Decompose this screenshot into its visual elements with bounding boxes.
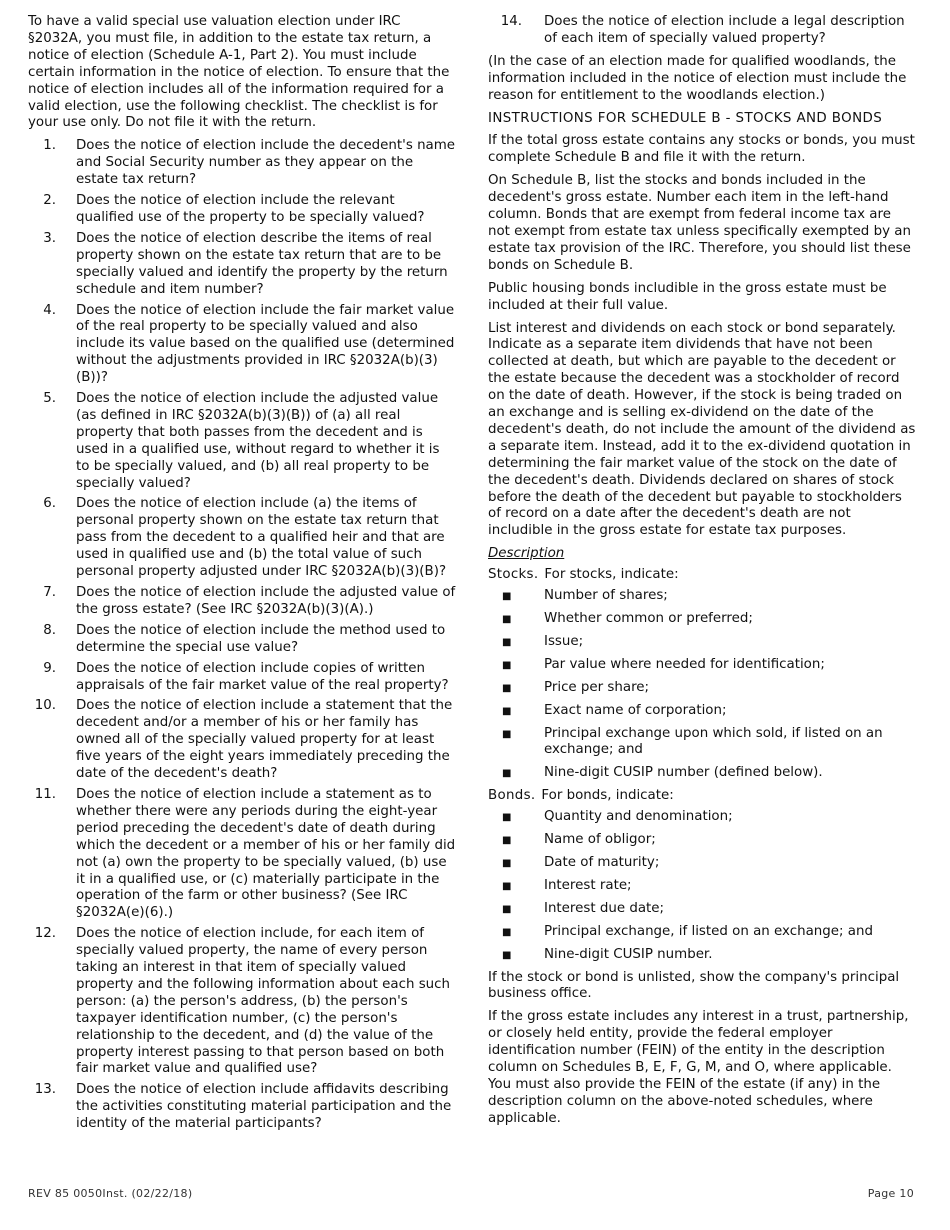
item-text: Does the notice of election include the fair market value of the real property to be specially valued and also include its value based on the qualified use (determined without the adjustments provided in IRC §2032A(b)(3)(B))? [76,302,455,386]
list-item-text: Par value where needed for identification; [544,656,825,672]
square-bullet-icon: ■ [502,903,512,915]
checklist-item [28,787,456,922]
square-bullet-icon: ■ [502,949,512,961]
checklist-item [28,303,456,388]
item-number: 13. [34,1082,56,1098]
list-item-text: Nine-digit CUSIP number (defined below). [544,765,823,781]
stocks-list [488,588,916,782]
woodlands-note: (In the case of an election made for qualified woodlands, the information included in the notice of election must include the reason for entitlement to the woodlands election.) [488,53,907,103]
paragraph: List interest and dividends on each stock or bond separately. Indicate as a separate item dividends that have not been collected at death, but which are payable to the decedent or the estate because the decedent was a stockholder of record on the date of death. However, if the stock is being traded on an exchange and is selling ex-dividend on the date of the decedent's death, do not include the amount of the dividend as a separate item. Instead, add it to the ex-dividend quotation in determining the fair market value of the stock on the date of the decedent's death. Dividends declared on shares of stock before the death of the decedent but payable to stockholders of record on a date after the decedent's death are not includible in the gross estate for estate tax purposes. [488,320,916,539]
item-number: 2. [43,193,56,209]
item-number: 4. [43,302,56,318]
square-bullet-icon: ■ [502,591,512,603]
square-bullet-icon: ■ [502,880,512,892]
stocks-lead [488,567,916,584]
item-number: 10. [34,698,56,714]
item-number: 8. [43,622,56,638]
paragraph: If the total gross estate contains any stocks or bonds, you must complete Schedule B and file it with the return. [488,133,915,166]
list-item [488,588,916,605]
list-item-text: Nine-digit CUSIP number. [544,946,713,962]
list-item [488,657,916,674]
item-text: Does the notice of election include a statement that the decedent and/or a member of his or her family has owned all of the specially valued property for at least five years of the eight years immediately preceding the date of the decedent's death? [76,698,453,782]
paragraph: On Schedule B, list the stocks and bonds included in the decedent's gross estate. Number each item in the left-hand column. Bonds that are exempt from federal income tax are not exempt from estate tax unless specifically exempted by an estate tax provision of the IRC. Therefore, you should list these bonds on Schedule B. [488,173,911,273]
checklist-item [28,138,456,189]
item-text: Does the notice of election include the adjusted value of the gross estate? (See IRC §2032A(b)(3)(A).) [76,585,456,617]
item-number: 12. [34,926,56,942]
item-number: 11. [34,786,56,802]
item-number: 9. [43,660,56,676]
item-text: Does the notice of election include a statement as to whether there were any periods during the eight-year period preceding the decedent's date of death during which the decedent or a member of his or her family did not (a) own the property to be specially valued, (b) use it in a qualified use, or (c) materially participate in the operation of the farm or other business? (See IRC §2032A(e)(6).) [76,786,456,921]
list-item [488,809,916,826]
item-number: 5. [43,391,56,407]
page-number: Page 10 [867,1187,914,1200]
checklist-item [28,193,456,227]
paragraph: If the stock or bond is unlisted, show the company's principal business office. [488,969,900,1002]
bonds-list [488,809,916,963]
bonds-lead-text: For bonds, indicate: [541,788,674,804]
schedule-b-heading: INSTRUCTIONS FOR SCHEDULE B - STOCKS AND BONDS [488,110,883,126]
checklist-item [28,231,456,299]
list-item [488,878,916,895]
list-item-text: Issue; [544,633,584,649]
list-item [488,703,916,720]
intro-paragraph: To have a valid special use valuation election under IRC §2032A, you must file, in addition to the estate tax return, a notice of election (Schedule A-1, Part 2). You must include certain information in the notice of election. To ensure that the notice of election includes all of the information required for a valid election, use the following checklist. The checklist is for your use only. Do not file it with the return. [28,14,450,131]
item-text: Does the notice of election include the relevant qualified use of the property to be specially valued? [76,193,425,225]
list-item-text: Date of maturity; [544,854,660,870]
item-text: Does the notice of election include (a) the items of personal property shown on the estate tax return that pass from the decedent to a qualified heir and that are used in qualified use and (b) the total value of such personal property adjusted under IRC §2032A(b)(3)(B)? [76,496,447,580]
list-item-text: Exact name of corporation; [544,702,727,718]
list-item-text: Principal exchange, if listed on an exchange; and [544,923,873,939]
list-item-text: Quantity and denomination; [544,809,733,825]
square-bullet-icon: ■ [502,728,512,740]
stocks-term: Stocks. [488,567,539,583]
list-item [488,924,916,941]
list-item-text: Whether common or preferred; [544,611,753,626]
checklist-item [28,1082,456,1133]
list-item-text: Price per share; [544,679,650,695]
list-item [488,611,916,628]
bonds-lead [488,788,916,805]
checklist-item [28,698,456,783]
right-column [488,14,916,1134]
list-item [488,855,916,872]
list-item [488,680,916,697]
stocks-lead-text: For stocks, indicate: [544,567,679,583]
square-bullet-icon: ■ [502,768,512,780]
list-item [488,634,916,651]
checklist-item [28,585,456,619]
election-checklist [28,138,456,1133]
square-bullet-icon: ■ [502,682,512,694]
list-item-text: Name of obligor; [544,832,656,848]
paragraph: If the gross estate includes any interest in a trust, partnership, or closely held entity, provide the federal employer identification number (FEIN) of the entity in the description column on Schedules B, E, F, G, M, and O, where applicable. You must also provide the FEIN of the estate (if any) in the description column on the above-noted schedules, where applicable. [488,1009,909,1126]
item-number: 14. [500,14,522,29]
election-checklist-continued [488,14,916,48]
square-bullet-icon: ■ [502,812,512,824]
list-item [488,726,916,760]
checklist-item [28,391,456,492]
item-number: 7. [43,585,56,600]
checklist-item [28,623,456,657]
list-item-text: Interest rate; [544,877,632,893]
checklist-item [28,926,456,1078]
list-item-text: Number of shares; [544,588,668,604]
square-bullet-icon: ■ [502,659,512,671]
checklist-item [28,661,456,695]
list-item [488,765,916,782]
left-column [28,14,456,1137]
item-number: 3. [43,230,56,246]
square-bullet-icon: ■ [502,705,512,717]
item-number: 1. [43,138,56,154]
checklist-item [488,14,916,48]
item-text: Does the notice of election include copies of written appraisals of the fair market value of the real property? [76,660,449,693]
square-bullet-icon: ■ [502,614,512,625]
item-text: Does the notice of election describe the items of real property shown on the estate tax return that are to be specially valued and identify the property by the return schedule and item number? [76,230,448,297]
square-bullet-icon: ■ [502,835,512,847]
list-item [488,832,916,849]
bonds-term: Bonds. [488,788,536,804]
square-bullet-icon: ■ [502,926,512,938]
square-bullet-icon: ■ [502,636,512,648]
list-item [488,901,916,918]
item-number: 6. [43,496,56,512]
list-item [488,947,916,964]
list-item-text: Principal exchange upon which sold, if listed on an exchange; and [544,725,883,758]
paragraph: Public housing bonds includible in the gross estate must be included at their full value. [488,280,887,313]
list-item-text: Interest due date; [544,900,665,916]
item-text: Does the notice of election include, for each item of specially valued property, the name of every person taking an interest in that item of specially valued property and the following information about each such person: (a) the person's address, (b) the person's taxpayer identification number, (c) the person's relationship to the decedent, and (d) the value of the property interest passing to that person based on both fair market value and qualified use? [76,926,451,1077]
item-text: Does the notice of election include a legal description of each item of specially valued property? [544,14,905,46]
item-text: Does the notice of election include the decedent's name and Social Security number as they appear on the estate tax return? [76,138,456,188]
item-text: Does the notice of election include the adjusted value (as defined in IRC §2032A(b)(3)(B)) of (a) all real property that both passes from the decedent and is used in a qualified use, without regard to whether it is to be specially valued, and (b) all real property to be specially valued? [76,391,440,491]
form-id: REV 85 0050Inst. (02/22/18) [28,1187,193,1200]
item-text: Does the notice of election include affidavits describing the activities constituting material participation and the identity of the material participants? [76,1082,452,1132]
description-heading: Description [488,546,565,562]
item-text: Does the notice of election include the method used to determine the special use value? [76,622,446,655]
square-bullet-icon: ■ [502,857,512,869]
checklist-item [28,496,456,581]
